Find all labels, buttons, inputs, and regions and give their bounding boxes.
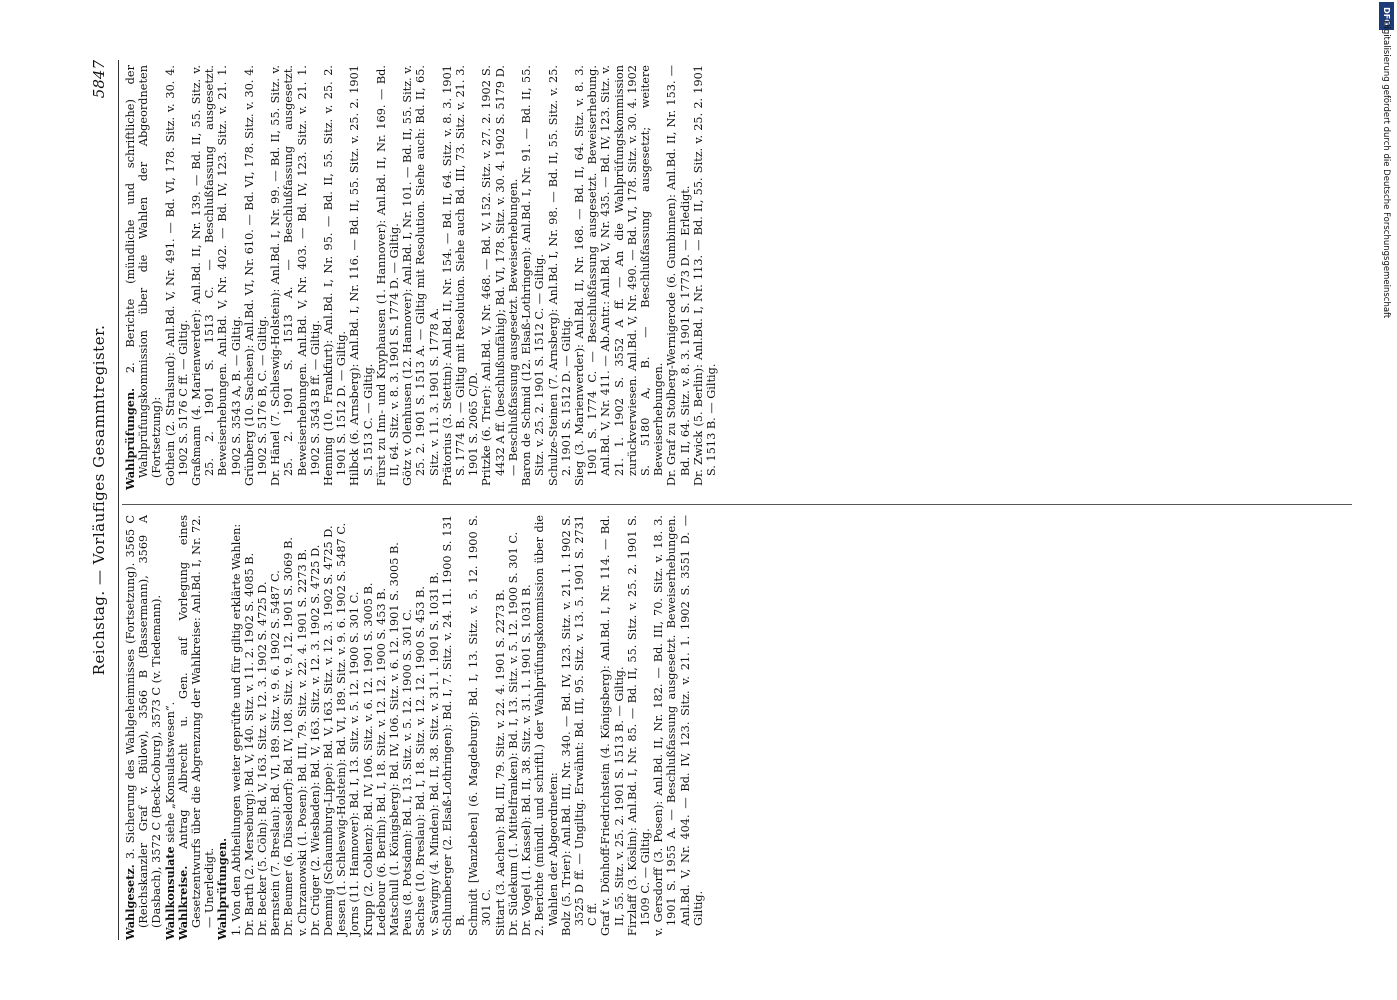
index-entry bbox=[190, 65, 243, 490]
entry-text: Schmidt [Wanzleben] (6. Magdeburg): Bd. I, 13. Sitz. v. 5. 12. 1900 S. 301 C. bbox=[467, 515, 494, 936]
entry-text: Antrag Albrecht u. Gen. auf Vorlegung eines Gesetzentwurfs über die Abgrenzung der Wahlkreise: Anl.Bd. I, Nr. 72. — Unerledigt. bbox=[176, 515, 217, 928]
running-title: Reichstag. — Vorläufiges Gesammtregister. bbox=[90, 324, 108, 676]
entry-text: v. Chrzanowski (1. Posen): Bd. III, 79. Sitz. v. 22. 4. 1901 S. 2273 B. bbox=[295, 548, 309, 936]
index-entry bbox=[467, 515, 493, 940]
entry-text: Ledebour (6. Berlin): Bd. I, 18. Sitz. v. 12. 12. 1900 S. 453 B. bbox=[374, 587, 388, 936]
index-entry bbox=[375, 65, 401, 490]
index-entry bbox=[243, 515, 256, 940]
index-entry bbox=[560, 515, 600, 940]
index-entry bbox=[665, 65, 691, 490]
index-entry bbox=[230, 515, 243, 940]
entry-text: Graf v. Dönhoff-Friedrichstein (4. Königsberg): Anl.Bd. I, Nr. 114. — Bd. II, 55. Sitz. v. 25. 2. 1901 S. 1513 B. — Giltig. bbox=[599, 515, 626, 936]
entry-text: Jorns (11. Hannover): Bd. I, 13. Sitz. v. 5. 12. 1900 S. 301 C. bbox=[348, 591, 362, 936]
entry-text: Peus (8. Potsdam): Bd. I, 13. Sitz. v. 5. 12. 1900 S. 301 C. bbox=[401, 609, 415, 936]
entry-text: Sittart (3. Aachen): Bd. III, 79. Sitz. v. 22. 4. 1901 S. 2273 B. bbox=[493, 589, 507, 936]
entry-text: Graßmann (4. Marienwerder): Anl.Bd. II, Nr. 139. — Bd. II, 55. Sitz. v. 25. 2. 1901 S. 1513 C. — Beschlußfassung ausgesetzt. Beweiserhebungen. Anl.Bd. V, Nr. 402. — Bd. IV, 123. Sitz. v. 21. 1. 1902 S. 3543 A, B. — Giltig. bbox=[190, 65, 243, 486]
index-entry bbox=[348, 515, 361, 940]
entry-text: Dr. Vogel (1. Kassel): Bd. II, 38. Sitz. v. 31. 1. 1901 S. 1031 B. bbox=[520, 584, 534, 936]
index-entry bbox=[441, 65, 481, 490]
index-entry bbox=[507, 515, 520, 940]
index-entry bbox=[322, 65, 348, 490]
entry-text: Götz v. Olenhusen (12. Hannover): Anl.Bd. I, Nr. 101. — Bd. II, 55. Sitz. v. 25. 2. 1901 S. 1513 A. — Giltig mit Resolution. Siehe auch: Bd. II, 65. Sitz. v. 11. 3. 1901 S. 1778 A. bbox=[401, 65, 441, 486]
index-entry bbox=[124, 515, 164, 940]
index-entry bbox=[520, 515, 533, 940]
right-column bbox=[124, 65, 718, 490]
index-entry bbox=[282, 515, 295, 940]
entry-heading: Wahlprüfungen. bbox=[215, 837, 230, 940]
entry-text: Dr. Barth (2. Merseburg): Bd. V, 140. Sitz. v. 11. 2. 1902 S. 4085 B. bbox=[242, 552, 256, 936]
entry-text: Demmig (Schaumburg-Lippe): Bd. V, 163. Sitz. v. 12. 3. 1902 S. 4725 D. bbox=[322, 525, 336, 936]
entry-text: Baron de Schmid (12. Elsaß-Lothringen): Anl.Bd. I, Nr. 91. — Bd. II, 55. Sitz. v. 25. 2. 1901 S. 1512 C. — Giltig. bbox=[520, 65, 547, 486]
index-entry bbox=[401, 515, 414, 940]
index-entry bbox=[414, 515, 427, 940]
entry-text: Jessen (1. Schleswig-Holstein): Bd. VI, 189. Sitz. v. 9. 6. 1902 S. 5487 C. bbox=[335, 522, 349, 936]
index-entry bbox=[362, 515, 375, 940]
dfg-logo-text: DFG bbox=[1382, 6, 1392, 26]
digitization-note bbox=[1379, 20, 1393, 980]
index-entry bbox=[243, 65, 269, 490]
index-entry bbox=[216, 515, 229, 940]
entry-text: Dr. Graf zu Stolberg-Wernigerode (6. Gumbinnen): Anl.Bd. II, Nr. 153. — Bd. II, 64. Sitz. v. 8. 3. 1901 S. 1773 D. — Erledigt. bbox=[665, 65, 692, 486]
entry-text: Dr. Zwick (5. Berlin): Anl.Bd. I, Nr. 113. — Bd. II, 55. Sitz. v. 25. 2. 1901 S. 1513 B. — Giltig. bbox=[691, 65, 718, 486]
entry-text: v. Savigny (4. Minden): Bd. II, 38. Sitz. v. 31. 1. 1901 S. 1031 B. bbox=[427, 571, 441, 936]
index-entry bbox=[428, 515, 441, 940]
entry-text: Gothein (2. Stralsund): Anl.Bd. V, Nr. 491. — Bd. VI, 178. Sitz. v. 30. 4. 1902 S. 5176 C ff. — Giltig. bbox=[163, 65, 190, 486]
index-entry bbox=[164, 65, 190, 490]
entry-text: Bernstein (7. Breslau): Bd. VI, 189. Sitz. v. 9. 6. 1902 S. 5487 C. bbox=[269, 570, 283, 936]
entry-text: Hilbck (6. Arnsberg): Anl.Bd. I, Nr. 116. — Bd. II, 55. Sitz. v. 25. 2. 1901 S. 1513 C. — Giltig. bbox=[348, 65, 375, 486]
entry-text: Firzlaff (3. Köslin): Anl.Bd. I, Nr. 85. — Bd. II, 55. Sitz. v. 25. 2. 1901 S. 1509 C. — Giltig. bbox=[625, 515, 652, 936]
entry-heading: Wahlkreise. bbox=[175, 865, 190, 940]
entry-text: Fürst zu Inn- und Knyphausen (1. Hannover): Anl.Bd. II, Nr. 169. — Bd. II, 64. Sitz. v. 8. 3. 1901 S. 1774 D. — Giltig. bbox=[374, 65, 402, 486]
index-entry bbox=[269, 65, 322, 490]
entry-text: 3. Sicherung des Wahlgeheimnisses (Fortsetzung). 3565 C (Reichskanzler Graf v. Bülow), 3566 B (Bassermann), 3569 A (Dasbach), 3572 C (Beck-Coburg), 3573 C (v. Tiedemann). bbox=[124, 515, 164, 928]
entry-text: Schulze-Steinen (7. Arnsberg): Anl.Bd. I, Nr. 98. — Bd. II, 55. Sitz. v. 25. 2. 1901 S. 1512 D. — Giltig. bbox=[546, 65, 573, 486]
header-rule bbox=[118, 60, 119, 940]
digitization-note-text: Digitalisierung gefördert durch die Deutsche Forschungsgemeinschaft bbox=[1381, 20, 1391, 319]
entry-text: Sieg (3. Marienwerder): Anl.Bd. II, Nr. 168. — Bd. II, 64. Sitz. v. 8. 3. 1901 S. 1774 C. — Beschlußfassung ausgesetzt. Beweiserhebung. Anl.Bd. V, Nr. 411. — Ab.Antr.: Anl.Bd. V, Nr. 435. — Bd. IV, 123. Sitz. v. 21. 1. 1902 S. 3552 A ff. — An die Wahlprüfungskommission zurückverwiesen. Anl.Bd. V, Nr. 490. — Bd. VI, 178. Sitz. v. 30. 4. 1902 S. 5180 A, B. — Beschlußfassung ausgesetzt; weitere Beweiserhebungen. bbox=[572, 65, 666, 486]
entry-heading: Wahlkonsulate bbox=[162, 846, 177, 940]
index-entry bbox=[626, 515, 652, 940]
index-entry bbox=[335, 515, 348, 940]
entry-text: Matschull (1. Königsberg): Bd. IV, 106. Sitz. v. 6. 12. 1901 S. 3005 B. bbox=[388, 542, 402, 936]
entry-text: Schlumberger (2. Elsaß-Lothringen): Bd. I, 7. Sitz. v. 24. 11. 1900 S. 131 B. bbox=[440, 515, 468, 936]
entry-text: Dr. Becker (5. Cöln): Bd. V, 163. Sitz. v. 12. 3. 1902 S. 4725 D. bbox=[256, 581, 270, 936]
index-entry bbox=[401, 65, 441, 490]
index-entry bbox=[480, 65, 520, 490]
index-entry bbox=[441, 515, 467, 940]
column-divider bbox=[122, 504, 1352, 505]
entry-heading: Wahlgesetz. bbox=[123, 864, 137, 940]
page-number: 5847 bbox=[90, 60, 108, 99]
index-entry bbox=[573, 65, 665, 490]
entry-text: Dr. Südekum (1. Mittelfranken): Bd. I, 13. Sitz. v. 5. 12. 1900 S. 301 C. bbox=[506, 531, 520, 936]
index-entry bbox=[533, 515, 559, 940]
index-entry bbox=[547, 65, 573, 490]
index-entry bbox=[296, 515, 309, 940]
entry-text: Dr. Crüger (2. Wiesbaden): Bd. V, 163. Sitz. v. 12. 3. 1902 S. 4725 D. bbox=[308, 544, 322, 936]
entry-text: 2. Berichte (mündl. und schriftl.) der Wahlprüfungskommission über die Wahlen der Abgeordneten: bbox=[533, 515, 560, 936]
index-entry bbox=[348, 65, 374, 490]
left-column bbox=[124, 515, 705, 940]
entry-text: v. Gersdorff (3. Posen): Anl.Bd. II, Nr. 182. — Bd. III, 70. Sitz. v. 18. 3. 1901 S. 1955 A. — Beschlußfassung ausgesetzt. Beweiserhebungen. Anl.Bd. V, Nr. 404. — Bd. IV, 123. Sitz. v. 21. 1. 1902 S. 3551 D. — Giltig. bbox=[652, 515, 705, 936]
index-entry bbox=[692, 65, 718, 490]
index-entry bbox=[256, 515, 269, 940]
index-entry bbox=[599, 515, 625, 940]
index-entry bbox=[269, 515, 282, 940]
entry-text: Pritzke (6. Trier): Anl.Bd. V, Nr. 468. — Bd. V, 152. Sitz. v. 27. 2. 1902 S. 4432 A ff. (beschlußunfähig); Bd. VI, 178. Sitz. v. 30. 4. 1902 S. 5179 D. — Beschlußfassung ausgesetzt. Beweiserhebungen. bbox=[480, 65, 520, 486]
entry-text: 1. Von den Abtheilungen weiter geprüfte und für giltig erklärte Wahlen: bbox=[229, 523, 243, 936]
index-entry bbox=[494, 515, 507, 940]
entry-text: Dr. Beumer (6. Düsseldorf): Bd. IV, 108. Sitz. v. 9. 12. 1901 S. 3069 B. bbox=[282, 536, 296, 936]
entry-text: Prätorius (3. Stettin): Anl.Bd. II, Nr. 154. — Bd. II, 64. Sitz. v. 8. 3. 1901 S. 1774 B. — Giltig mit Resolution. Siehe auch Bd. III, 73. Sitz. v. 21. 3. 1901 S. 2065 C/D. bbox=[440, 65, 481, 486]
entry-text: Henning (10. Frankfurt): Anl.Bd. I, Nr. 95. — Bd. II, 55. Sitz. v. 25. 2. 1901 S. 1512 D. — Giltig. bbox=[322, 65, 349, 486]
index-entry bbox=[652, 515, 705, 940]
index-entry bbox=[388, 515, 401, 940]
entry-text: Sachse (10. Breslau): Bd. I, 18. Sitz. v. 12. 12. 1900 S. 453 B. bbox=[414, 586, 428, 936]
entry-text: Bolz (5. Trier): Anl.Bd. III, Nr. 340. — Bd. IV, 123. Sitz. v. 21. 1. 1902 S. 3525 D ff. — Ungiltig. Erwähnt: Bd. III, 95. Sitz. v. 13. 5. 1901 S. 2731 C ff. bbox=[559, 515, 600, 936]
index-entry bbox=[177, 515, 217, 940]
index-entry bbox=[322, 515, 335, 940]
index-entry bbox=[520, 65, 546, 490]
index-entry bbox=[309, 515, 322, 940]
index-entry bbox=[124, 65, 164, 490]
entry-text: Grünberg (10. Sachsen): Anl.Bd. VI, Nr. 610. — Bd. VI, 178. Sitz. v. 30. 4. 1902 S. 5176 B, C. — Giltig. bbox=[242, 65, 270, 486]
entry-text: siehe „Konsulatswesen“. bbox=[163, 701, 177, 847]
page-header bbox=[90, 60, 116, 940]
entry-text: Krupp (2. Coblenz): Bd. IV, 106. Sitz. v. 6. 12. 1901 S. 3005 B. bbox=[361, 582, 375, 936]
entry-heading: Wahlprüfungen. bbox=[123, 387, 137, 490]
entry-text: 2. Berichte (mündliche und schriftliche) der Wahlprüfungskommission über die Wahlen der Abgeordneten (Fortsetzung): bbox=[124, 65, 164, 478]
entry-text: Dr. Hänel (7. Schleswig-Holstein): Anl.Bd. I, Nr. 99. — Bd. II, 55. Sitz. v. 25. 2. 1901 S. 1513 A. — Beschlußfassung ausgesetzt. Beweiserhebungen. Anl.Bd. V, Nr. 403. — Bd. IV, 123. Sitz. v. 21. 1. 1902 S. 3543 B ff. — Giltig. bbox=[269, 65, 322, 486]
index-entry bbox=[375, 515, 388, 940]
